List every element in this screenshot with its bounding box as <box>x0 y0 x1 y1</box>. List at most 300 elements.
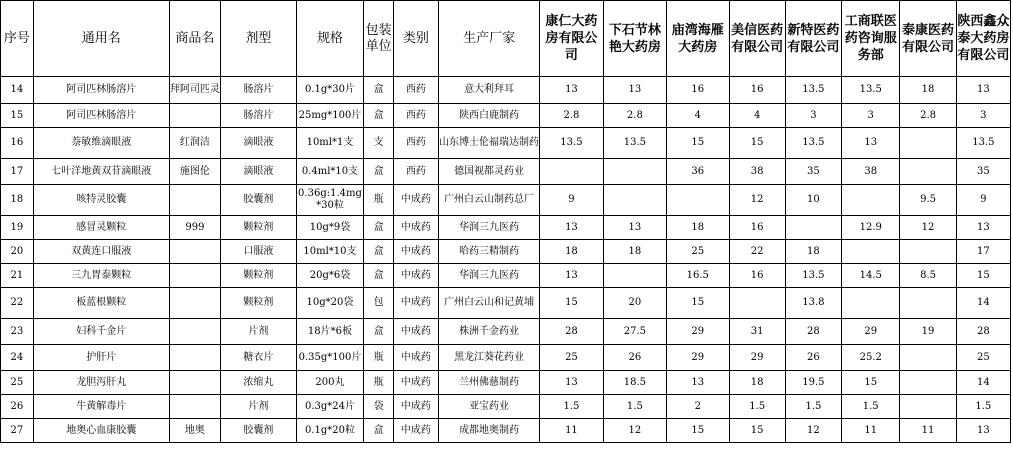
cell-price-store-5: 19.5 <box>785 371 841 395</box>
cell-dosage-form-text: 胶囊剂 <box>243 194 274 205</box>
cell-price-store-2: 13 <box>603 77 666 104</box>
cell-index-text: 17 <box>10 165 24 177</box>
cell-price-store-4: 15 <box>729 128 785 159</box>
cell-price-store-8: 13 <box>956 419 1010 443</box>
cell-spec-text: 18片*6板 <box>307 325 353 337</box>
table-row <box>1 104 1011 128</box>
header-row <box>1 1 1011 77</box>
cell-manufacturer-text: 兰州佛慈制药 <box>459 376 520 388</box>
cell-price-store-8: 13 <box>956 216 1010 240</box>
cell-index <box>1 77 34 104</box>
cell-package-unit <box>364 345 394 371</box>
cell-index <box>1 345 34 371</box>
header-store-1 <box>540 1 603 77</box>
cell-spec <box>296 288 364 319</box>
cell-price-store-3 <box>667 185 729 216</box>
cell-price-store-1: 15 <box>540 288 603 319</box>
cell-price-store-1: 13 <box>540 371 603 395</box>
cell-category-text: 中成药 <box>400 194 431 205</box>
cell-spec <box>296 395 364 419</box>
cell-generic-name-text: 妇科千金片 <box>76 325 127 337</box>
cell-price-store-3: 16 <box>667 77 729 104</box>
cell-dosage-form <box>220 128 296 159</box>
cell-dosage-form-text: 浓缩丸 <box>243 376 274 388</box>
cell-category-text: 中成药 <box>400 376 431 388</box>
cell-price-store-5: 12 <box>785 419 841 443</box>
header-package-unit <box>364 1 394 77</box>
cell-price-store-5: 35 <box>785 159 841 185</box>
cell-index-text: 15 <box>10 109 24 121</box>
cell-price-store-4: 16 <box>729 216 785 240</box>
cell-package-unit-text: 支 <box>373 137 384 148</box>
cell-price-store-3: 15 <box>667 419 729 443</box>
cell-category <box>393 319 438 345</box>
cell-index-text: 25 <box>10 376 24 388</box>
header-store-6 <box>842 1 900 77</box>
table-row <box>1 240 1011 264</box>
cell-package-unit-text: 盒 <box>373 269 384 281</box>
cell-spec-text: 10g*9袋 <box>309 221 351 233</box>
cell-manufacturer-text: 德国视都灵药业 <box>454 165 525 177</box>
cell-dosage-form <box>220 159 296 185</box>
header-index: 序号 <box>1 1 34 77</box>
cell-price-store-1: 2.8 <box>540 104 603 128</box>
cell-price-store-8: 28 <box>956 319 1010 345</box>
cell-price-store-6: 11 <box>842 419 900 443</box>
cell-spec-text: 0.1g*20粒 <box>304 424 355 436</box>
cell-spec <box>296 77 364 104</box>
cell-index <box>1 159 34 185</box>
cell-brand-name-text: 红润洁 <box>179 137 210 148</box>
cell-spec-text: 0.35g*100片 <box>298 351 362 363</box>
cell-brand-name <box>169 319 220 345</box>
cell-spec-text: 0.3g*24片 <box>304 400 355 412</box>
cell-price-store-6 <box>842 240 900 264</box>
cell-generic-name-text: 三九胃泰颗粒 <box>71 269 132 281</box>
cell-generic-name <box>33 419 169 443</box>
cell-category-text: 西药 <box>405 84 426 95</box>
cell-price-store-3: 29 <box>667 319 729 345</box>
cell-dosage-form <box>220 77 296 104</box>
cell-category <box>393 264 438 288</box>
cell-manufacturer <box>438 288 539 319</box>
cell-price-store-7 <box>900 345 956 371</box>
cell-category <box>393 216 438 240</box>
cell-dosage-form-text: 肠溶片 <box>243 84 274 95</box>
cell-spec-text: 10ml*1支 <box>306 137 354 148</box>
cell-category-text: 中成药 <box>400 424 431 436</box>
cell-price-store-3: 15 <box>667 128 729 159</box>
cell-spec <box>296 104 364 128</box>
cell-price-store-7 <box>900 159 956 185</box>
cell-manufacturer-text: 华润三九医药 <box>459 221 520 233</box>
cell-index <box>1 128 34 159</box>
header-category: 类别 <box>393 1 438 77</box>
cell-package-unit <box>364 128 394 159</box>
cell-category <box>393 419 438 443</box>
table-row <box>1 395 1011 419</box>
header-store-8 <box>956 1 1010 77</box>
cell-package-unit-text: 盒 <box>373 325 384 337</box>
cell-spec-text: 0.1g*30片 <box>304 84 355 95</box>
cell-category-text: 中成药 <box>400 351 431 363</box>
cell-dosage-form-text: 颗粒剂 <box>243 221 274 233</box>
cell-package-unit <box>364 159 394 185</box>
cell-package-unit <box>364 216 394 240</box>
cell-price-store-6: 3 <box>842 104 900 128</box>
cell-price-store-8: 14 <box>956 288 1010 319</box>
cell-brand-name <box>169 216 220 240</box>
cell-package-unit <box>364 319 394 345</box>
cell-manufacturer <box>438 240 539 264</box>
cell-generic-name-text: 地奥心血康胶囊 <box>66 424 137 436</box>
cell-category-text: 西药 <box>405 165 426 177</box>
cell-category-text: 西药 <box>405 109 426 121</box>
cell-price-store-6 <box>842 288 900 319</box>
cell-manufacturer <box>438 319 539 345</box>
cell-category <box>393 77 438 104</box>
cell-price-store-7: 9.5 <box>900 185 956 216</box>
cell-manufacturer <box>438 395 539 419</box>
header-store-3-label: 庙湾海雁大药房 <box>671 22 724 55</box>
header-dosage-form: 剂型 <box>220 1 296 77</box>
header-manufacturer: 生产厂家 <box>438 1 539 77</box>
header-store-1-label: 康仁大药房有限公司 <box>545 14 598 63</box>
cell-price-store-6: 13 <box>842 128 900 159</box>
header-store-7-label: 泰康医药有限公司 <box>902 22 955 55</box>
cell-price-store-8: 9 <box>956 185 1010 216</box>
cell-generic-name <box>33 128 169 159</box>
cell-dosage-form <box>220 240 296 264</box>
cell-generic-name-text: 咳特灵胶囊 <box>76 194 127 205</box>
cell-brand-name <box>169 264 220 288</box>
cell-price-store-2 <box>603 185 666 216</box>
cell-index-text: 20 <box>10 245 24 257</box>
cell-price-store-2 <box>603 264 666 288</box>
cell-spec <box>296 128 364 159</box>
cell-generic-name-text: 板蓝根颗粒 <box>76 297 127 308</box>
cell-price-store-3: 36 <box>667 159 729 185</box>
header-brand-name: 商品名 <box>169 1 220 77</box>
cell-index-text: 14 <box>10 84 24 95</box>
cell-price-store-3: 13 <box>667 371 729 395</box>
cell-brand-name-text: 拜阿司匹灵 <box>169 84 220 95</box>
cell-brand-name-text: 999 <box>185 221 205 233</box>
cell-brand-name <box>169 288 220 319</box>
cell-spec-text: 10ml*10支 <box>303 245 357 257</box>
cell-dosage-form <box>220 371 296 395</box>
cell-category-text: 西药 <box>405 137 426 148</box>
cell-price-store-7: 19 <box>900 319 956 345</box>
cell-generic-name <box>33 288 169 319</box>
cell-price-store-1 <box>540 159 603 185</box>
cell-package-unit-text: 瓶 <box>373 376 384 388</box>
table-row <box>1 419 1011 443</box>
cell-price-store-6: 13.5 <box>842 77 900 104</box>
cell-package-unit-text: 盒 <box>373 221 384 233</box>
cell-generic-name <box>33 159 169 185</box>
cell-manufacturer <box>438 345 539 371</box>
cell-manufacturer <box>438 419 539 443</box>
cell-dosage-form <box>220 264 296 288</box>
cell-category <box>393 185 438 216</box>
cell-price-store-4: 18 <box>729 371 785 395</box>
cell-price-store-5: 13.8 <box>785 288 841 319</box>
cell-spec <box>296 419 364 443</box>
cell-price-store-7 <box>900 240 956 264</box>
header-store-4-label: 美信医药有限公司 <box>731 22 784 55</box>
table-row <box>1 185 1011 216</box>
cell-price-store-4: 1.5 <box>729 395 785 419</box>
header-spec: 规格 <box>296 1 364 77</box>
cell-price-store-7: 2.8 <box>900 104 956 128</box>
header-package-unit-label: 包装单位 <box>365 22 392 54</box>
cell-price-store-3: 16.5 <box>667 264 729 288</box>
cell-category-text: 中成药 <box>400 400 431 412</box>
cell-dosage-form <box>220 345 296 371</box>
cell-spec <box>296 159 364 185</box>
header-store-3 <box>667 1 729 77</box>
cell-brand-name <box>169 240 220 264</box>
cell-generic-name <box>33 371 169 395</box>
cell-category <box>393 104 438 128</box>
cell-price-store-2 <box>603 159 666 185</box>
cell-package-unit-text: 盒 <box>373 245 384 257</box>
cell-package-unit <box>364 395 394 419</box>
cell-price-store-2: 27.5 <box>603 319 666 345</box>
cell-price-store-7 <box>900 288 956 319</box>
cell-price-store-5: 3 <box>785 104 841 128</box>
cell-dosage-form <box>220 185 296 216</box>
header-store-6-label: 工商联医药咨询服务部 <box>844 14 897 63</box>
table-row <box>1 371 1011 395</box>
cell-price-store-5: 26 <box>785 345 841 371</box>
header-store-2-label: 下石节林艳大药房 <box>608 22 661 55</box>
cell-spec <box>296 319 364 345</box>
cell-generic-name-text: 龙胆泻肝丸 <box>76 376 127 388</box>
cell-generic-name <box>33 77 169 104</box>
cell-index <box>1 288 34 319</box>
cell-brand-name <box>169 128 220 159</box>
cell-spec <box>296 264 364 288</box>
cell-package-unit <box>364 77 394 104</box>
cell-price-store-4: 4 <box>729 104 785 128</box>
cell-dosage-form-text: 片剂 <box>248 325 269 337</box>
cell-generic-name <box>33 216 169 240</box>
cell-spec <box>296 345 364 371</box>
cell-price-store-7: 8.5 <box>900 264 956 288</box>
cell-price-store-4: 16 <box>729 77 785 104</box>
cell-index-text: 24 <box>10 351 24 363</box>
cell-generic-name-text: 双黄连口服液 <box>71 245 132 257</box>
cell-manufacturer <box>438 216 539 240</box>
cell-category-text: 中成药 <box>400 325 431 337</box>
cell-brand-name <box>169 104 220 128</box>
cell-manufacturer-text: 哈药三精制药 <box>459 245 520 257</box>
cell-price-store-8: 35 <box>956 159 1010 185</box>
cell-price-store-3: 18 <box>667 216 729 240</box>
header-store-5 <box>785 1 841 77</box>
cell-spec <box>296 240 364 264</box>
cell-price-store-8: 13 <box>956 77 1010 104</box>
cell-brand-name <box>169 371 220 395</box>
cell-manufacturer <box>438 128 539 159</box>
cell-dosage-form-text: 滴眼液 <box>243 137 274 148</box>
table-row <box>1 345 1011 371</box>
cell-price-store-4 <box>729 288 785 319</box>
cell-index <box>1 264 34 288</box>
cell-price-store-3: 29 <box>667 345 729 371</box>
cell-dosage-form <box>220 319 296 345</box>
cell-price-store-7 <box>900 128 956 159</box>
cell-dosage-form <box>220 104 296 128</box>
table-row <box>1 319 1011 345</box>
cell-price-store-4: 22 <box>729 240 785 264</box>
cell-spec <box>296 216 364 240</box>
cell-category <box>393 395 438 419</box>
cell-dosage-form-text: 糖衣片 <box>243 351 274 363</box>
header-store-5-label: 新特医药有限公司 <box>787 22 840 55</box>
cell-price-store-2: 20 <box>603 288 666 319</box>
cell-category <box>393 345 438 371</box>
cell-price-store-1: 13 <box>540 77 603 104</box>
cell-price-store-6 <box>842 185 900 216</box>
cell-package-unit <box>364 288 394 319</box>
cell-index <box>1 319 34 345</box>
cell-index-text: 19 <box>10 221 24 233</box>
cell-price-store-1: 13 <box>540 216 603 240</box>
cell-price-store-8: 17 <box>956 240 1010 264</box>
cell-package-unit-text: 盒 <box>373 424 384 436</box>
cell-dosage-form-text: 片剂 <box>248 400 269 412</box>
cell-category <box>393 288 438 319</box>
cell-price-store-6: 25.2 <box>842 345 900 371</box>
cell-dosage-form <box>220 216 296 240</box>
cell-index-text: 23 <box>10 325 24 337</box>
cell-generic-name-text: 阿司匹林肠溶片 <box>66 84 137 95</box>
cell-index <box>1 216 34 240</box>
cell-price-store-5: 18 <box>785 240 841 264</box>
cell-price-store-7: 11 <box>900 419 956 443</box>
cell-price-store-6: 38 <box>842 159 900 185</box>
header-store-2 <box>603 1 666 77</box>
cell-manufacturer <box>438 104 539 128</box>
cell-spec-text: 0.4ml*10支 <box>301 165 359 177</box>
cell-generic-name <box>33 395 169 419</box>
cell-manufacturer <box>438 159 539 185</box>
cell-generic-name <box>33 185 169 216</box>
table-row <box>1 159 1011 185</box>
cell-price-store-1: 25 <box>540 345 603 371</box>
cell-brand-name <box>169 419 220 443</box>
cell-price-store-3: 4 <box>667 104 729 128</box>
cell-price-store-8: 25 <box>956 345 1010 371</box>
cell-index-text: 18 <box>10 194 24 205</box>
table-row <box>1 216 1011 240</box>
cell-price-store-1: 18 <box>540 240 603 264</box>
cell-manufacturer-text: 亚宝药业 <box>469 400 510 412</box>
cell-generic-name <box>33 345 169 371</box>
cell-category-text: 中成药 <box>400 297 431 308</box>
cell-generic-name <box>33 264 169 288</box>
cell-dosage-form-text: 颗粒剂 <box>243 297 274 308</box>
cell-price-store-5 <box>785 216 841 240</box>
cell-spec <box>296 371 364 395</box>
cell-generic-name-text: 萘敏维滴眼液 <box>71 137 132 148</box>
cell-package-unit-text: 包 <box>373 297 384 308</box>
cell-spec-text: 25mg*100片 <box>298 109 362 121</box>
cell-category-text: 中成药 <box>400 221 431 233</box>
cell-price-store-5: 13.5 <box>785 128 841 159</box>
cell-package-unit <box>364 264 394 288</box>
cell-price-store-5: 13.5 <box>785 77 841 104</box>
cell-index-text: 21 <box>10 269 24 281</box>
cell-generic-name-text: 护肝片 <box>86 351 117 363</box>
cell-manufacturer-text: 株洲千金药业 <box>459 325 520 337</box>
table-body <box>1 77 1011 443</box>
cell-category <box>393 159 438 185</box>
cell-price-store-1: 28 <box>540 319 603 345</box>
cell-price-store-6: 14.5 <box>842 264 900 288</box>
cell-dosage-form-text: 滴眼液 <box>243 165 274 177</box>
cell-price-store-8: 15 <box>956 264 1010 288</box>
cell-package-unit <box>364 185 394 216</box>
cell-price-store-4: 31 <box>729 319 785 345</box>
cell-price-store-4: 12 <box>729 185 785 216</box>
cell-price-store-1: 13 <box>540 264 603 288</box>
cell-category <box>393 128 438 159</box>
cell-generic-name-text: 七叶洋地黄双苷滴眼液 <box>51 165 152 177</box>
cell-price-store-7 <box>900 395 956 419</box>
cell-manufacturer-text: 华润三九医药 <box>459 269 520 281</box>
cell-dosage-form-text: 肠溶片 <box>243 109 274 121</box>
header-store-7 <box>900 1 956 77</box>
cell-price-store-8: 14 <box>956 371 1010 395</box>
cell-price-store-6: 1.5 <box>842 395 900 419</box>
table-header <box>1 1 1011 77</box>
cell-generic-name <box>33 240 169 264</box>
cell-package-unit-text: 瓶 <box>373 351 384 363</box>
cell-price-store-1: 11 <box>540 419 603 443</box>
cell-price-store-2: 12 <box>603 419 666 443</box>
header-store-4 <box>729 1 785 77</box>
cell-category-text: 中成药 <box>400 269 431 281</box>
cell-brand-name-text: 施图伦 <box>179 165 210 177</box>
cell-brand-name <box>169 77 220 104</box>
cell-index-text: 16 <box>10 137 24 148</box>
cell-dosage-form <box>220 288 296 319</box>
table-row <box>1 128 1011 159</box>
table-row <box>1 288 1011 319</box>
cell-price-store-2: 13 <box>603 216 666 240</box>
cell-dosage-form-text: 胶囊剂 <box>243 424 274 436</box>
cell-price-store-2: 26 <box>603 345 666 371</box>
cell-manufacturer-text: 陕西白鹿制药 <box>459 109 520 121</box>
cell-price-store-4: 16 <box>729 264 785 288</box>
cell-brand-name <box>169 395 220 419</box>
cell-manufacturer <box>438 185 539 216</box>
cell-price-store-5: 13.5 <box>785 264 841 288</box>
cell-brand-name <box>169 159 220 185</box>
cell-spec-text: 10g*20袋 <box>306 297 354 308</box>
header-store-8-label: 陕西鑫众泰大药房有限公司 <box>957 14 1010 63</box>
cell-index-text: 22 <box>10 297 24 308</box>
cell-manufacturer-text: 黑龙江葵花药业 <box>454 351 525 363</box>
cell-price-store-5: 10 <box>785 185 841 216</box>
cell-price-store-1: 13.5 <box>540 128 603 159</box>
cell-price-store-3: 25 <box>667 240 729 264</box>
cell-package-unit <box>364 419 394 443</box>
